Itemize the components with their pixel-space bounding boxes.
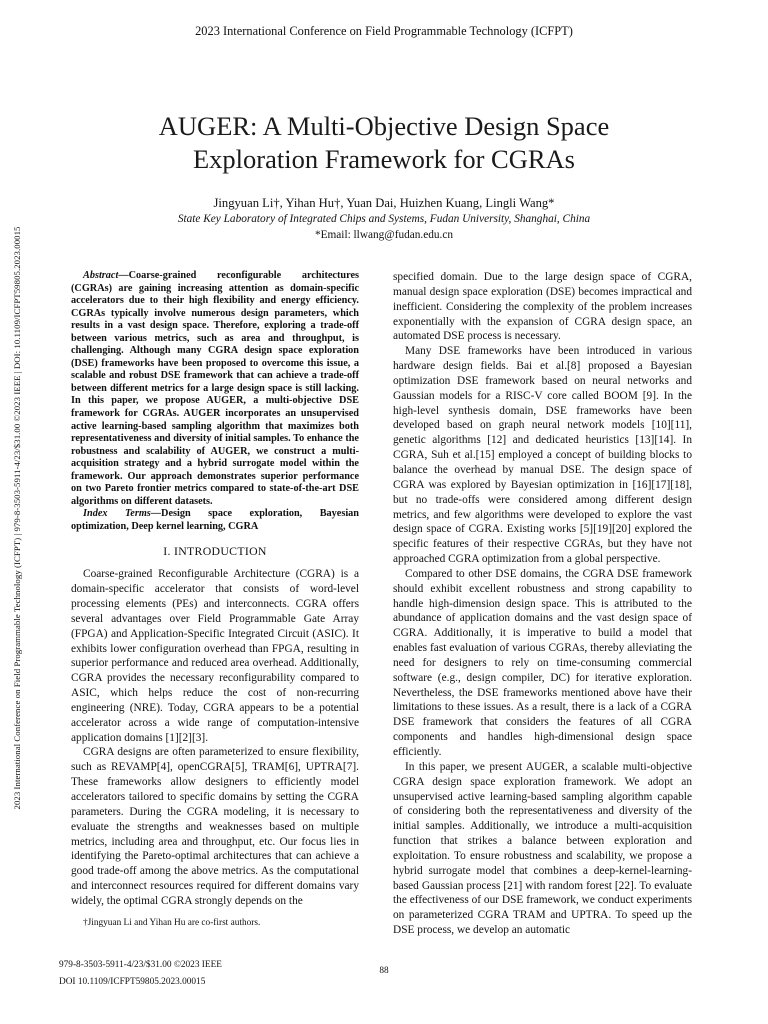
right-column [393,270,692,938]
abstract-block [71,270,359,533]
index-terms [71,508,359,533]
side-doi-strip [6,178,28,858]
abstract-text: —Coarse-grained reconfigurable architectures (CGRAs) are gaining increasing attention as domain-specific accelerators due to their high flexibility and energy efficiency. CGRAs typically involve numerous design parameters, which results in a vast design space. Therefore, exploring a trade-off between various metrics, such as area and throughput, is challenging. Although many CGRA design space exploration (DSE) frameworks have been proposed to overcome this issue, a scalable and robust DSE framework that can achieve a trade-off between different metrics for a large design space is still lacking. In this paper, we propose AUGER, a multi-objective DSE framework for CGRAs. AUGER incorporates an unsupervised active learning-based sampling algorithm that maximizes both representativeness and diversity of initial samples. To enhance the robustness and scalability of AUGER, we construct a multi-acquisition strategy and a hybrid surrogate model within the framework. Our approach demonstrates superior performance on two Pareto frontier metrics compared to state-of-the-art DSE algorithms on different datasets. [71,270,359,507]
body-paragraph-3: Compared to other DSE domains, the CGRA DSE framework should exhibit excellent robustness and strong capability to handle high-dimension design space. This is attributed to the abundance of application domains and the vast design space of CGRA. Additionally, it is imperative to build a model that enables fast evaluation of various CGRAs, thereby alleviating the need for designers to rely on time-consuming commercial software (e.g., design compiler, DC) for iterative exploration. Nevertheless, the DSE frameworks mentioned above have their limitations to these issues. As a result, there is a lack of a CGRA DSE framework that considers the features of all CGRA components and handles high-dimensional design space efficiently. [393,567,692,758]
side-doi-text: 2023 International Conference on Field Programmable Technology (ICFPT) | 979-8-3503-5911-4/23/$31.00 ©2023 IEEE | DOI: 10.1109/ICFPT59805.2023.00015 [12,226,22,810]
index-terms-text: —Design space exploration, Bayesian optimization, Deep kernel learning, CGRA [71,508,359,532]
title-line-1: AUGER: A Multi-Objective Design Space [158,111,610,141]
isbn-line: 979-8-3503-5911-4/23/$31.00 ©2023 IEEE [59,960,222,970]
intro-paragraph-1: Coarse-grained Reconfigurable Architecture (CGRA) is a domain-specific accelerator that consists of word-level processing elements (PEs) and interconnects. CGRA offers several advantages over Field Programmable Gate Array (FPGA) and Application-Specific Integrated Circuit (ASIC). It exhibits lower configuration overhead than FPGA, resulting in superior performance and reduced area overhead. Additionally, CGRA provides the necessary reconfigurability compared to ASIC, which helps reduce the cost of non-recurring engineering (NRE). Today, CGRA appears to be a potential accelerator across a wide range of computation-intensive application domains [1][2][3]. [71,568,359,744]
intro-paragraph-2: CGRA designs are often parameterized to ensure flexibility, such as REVAMP[4], openCGRA[5], TRAM[6], UPTRA[7]. These frameworks allow designers to efficiently model accelerators tailored to specific domains by setting the CGRA parameters. During the CGRA modeling, it is necessary to evaluate the strengths and weaknesses based on multiple metrics, including area and throughput, etc. Our focus lies in identifying the Pareto-optimal architectures that can achieve a good trade-off among the above metrics. As the computational and interconnect resources required for different domains vary widely, the optimal CGRA strongly depends on the [71,746,359,907]
title-line-2: Exploration Framework for CGRAs [193,144,575,174]
abstract-paragraph [71,270,359,508]
left-column [71,270,359,909]
paper-title [60,110,708,176]
page-number: 88 [379,966,389,976]
author-list: Jingyuan Li†, Yihan Hu†, Yuan Dai, Huizhen Kuang, Lingli Wang* [213,196,555,210]
footnote: †Jingyuan Li and Yihan Hu are co-first authors. [83,918,261,928]
body-paragraph-1: specified domain. Due to the large design space of CGRA, manual design space exploration (DSE) becomes impractical and inefficient. Considering the complexity of the problem increases exponentially with the expansion of CGRA design space, an automated DSE process is necessary. [393,271,692,343]
section-heading-introduction: I. INTRODUCTION [163,544,267,559]
doi-line: DOI 10.1109/ICFPT59805.2023.00015 [59,977,206,987]
contact-email: *Email: llwang@fudan.edu.cn [314,229,454,241]
abstract-label: Abstract [83,270,119,281]
body-paragraph-4: In this paper, we present AUGER, a scalable multi-objective CGRA design space exploration framework. We adopt an unsupervised active learning-based sampling algorithm capable of considering both the representativeness and diversity of the initial samples. Additionally, we introduce a multi-acquisition function that strikes a balance between exploration and exploitation. To ensure robustness and scalability, we propose a hybrid surrogate model that combines a deep-kernel-learning-based Gaussian process [21] with random forest [22]. To evaluate the effectiveness of our DSE framework, we conduct experiments on parameterized CGRA TRAM and UPTRA. To speed up the DSE process, we develop an automatic [393,760,692,937]
body-paragraph-2: Many DSE frameworks have been introduced in various hardware design fields. Bai et al.[8] proposed a Bayesian optimization DSE framework based on neural networks and Gaussian models for a RISC-V core called BOOM [9]. In the high-level synthesis domain, DSE frameworks have been developed based on graph neural network models [10][11], genetic algorithms [12] and dedicated heuristics [13][14]. In CGRA, Suh et al.[15] employed a concept of building blocks to balance the overhead by manual DSE. The design space of CGRA was explored by Bayesian optimization in [16][17][18], but no trade-offs were considered among different design metrics, and few algorithms were developed to explore the vast design space of CGRA. Existing works [5][19][20] explored the specific features of their respective CGRAs, but they have not approached CGRA optimization from a global perspective. [393,345,692,566]
conference-header: 2023 International Conference on Field Programmable Technology (ICFPT) [195,24,573,38]
index-terms-label: Index Terms [83,508,151,520]
affiliation: State Key Laboratory of Integrated Chips and Systems, Fudan University, Shanghai, China [177,213,591,225]
